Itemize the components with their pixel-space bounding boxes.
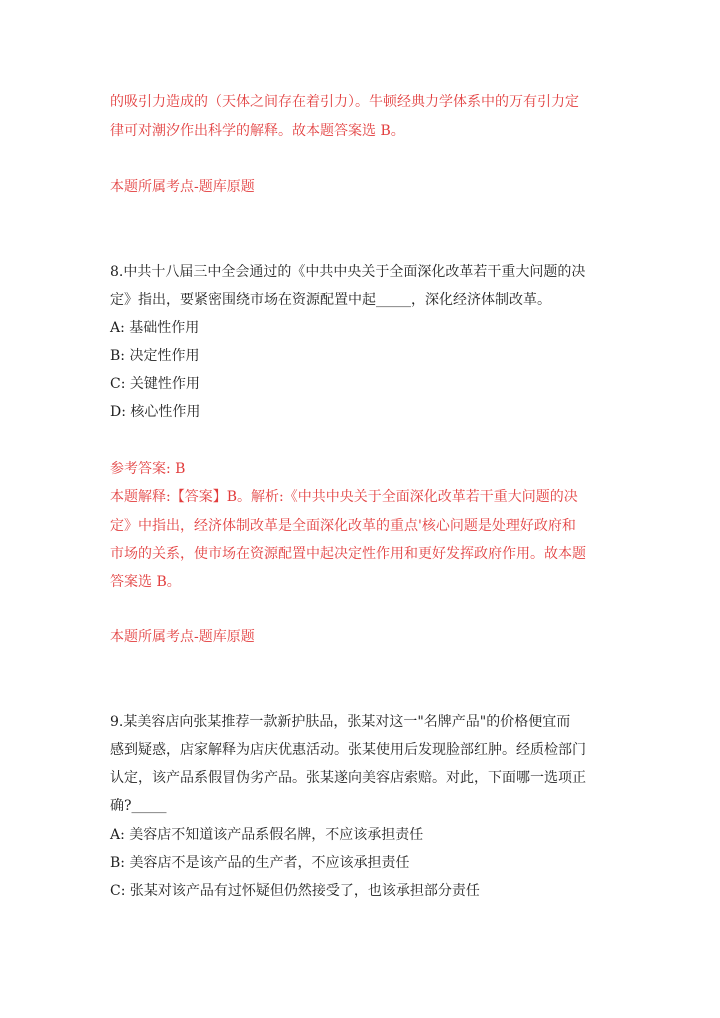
q8-stem-line-2: 定》指出，要紧密围绕市场在资源配置中起_____，深化经济体制改革。	[110, 292, 551, 308]
q8-option-b: B: 决定性作用	[110, 348, 200, 364]
q8-explanation-line-3: 市场的关系，使市场在资源配置中起决定性作用和更好发挥政府作用。故本题	[110, 546, 586, 562]
q9-stem-line-3: 认定，该产品系假冒伪劣产品。张某遂向美容店索赔。对此，下面哪一选项正	[110, 770, 586, 786]
q9-option-c: C: 张某对该产品有过怀疑但仍然接受了，也该承担部分责任	[110, 883, 480, 899]
q8-explanation-line-4: 答案选 B。	[110, 574, 181, 590]
q9-option-a: A: 美容店不知道该产品系假名牌，不应该承担责任	[110, 827, 424, 843]
q8-option-d: D: 核心性作用	[110, 404, 201, 420]
q9-stem-line-2: 感到疑惑，店家解释为店庆优惠活动。张某使用后发现脸部红肿。经质检部门	[110, 742, 586, 758]
q8-option-a: A: 基础性作用	[110, 320, 200, 336]
q8-explanation-line-2: 定》中指出，经济体制改革是全面深化改革的重点'核心问题是处理好政府和	[110, 518, 576, 534]
q8-explanation-line-1: 本题解释:【答案】B。解析:《中共中央关于全面深化改革若干重大问题的决	[110, 489, 578, 505]
q8-stem-line-1: 8.中共十八届三中全会通过的《中共中央关于全面深化改革若干重大问题的决	[110, 264, 586, 280]
prev-explanation-line-2: 律可对潮汐作出科学的解释。故本题答案选 B。	[110, 123, 405, 139]
q8-source-line: 本题所属考点-题库原题	[110, 629, 255, 645]
q8-answer-line: 参考答案: B	[110, 461, 186, 477]
q9-stem-line-4: 确?_____	[110, 798, 167, 814]
q8-option-c: C: 关键性作用	[110, 376, 200, 392]
q9-stem-line-1: 9.某美容店向张某推荐一款新护肤品，张某对这一"名牌产品"的价格便宜而	[110, 714, 571, 730]
prev-explanation-line-1: 的吸引力造成的（天体之间存在着引力）。牛顿经典力学体系中的万有引力定	[110, 94, 579, 110]
q9-option-b: B: 美容店不是该产品的生产者，不应该承担责任	[110, 855, 410, 871]
prev-source-line: 本题所属考点-题库原题	[110, 179, 255, 195]
